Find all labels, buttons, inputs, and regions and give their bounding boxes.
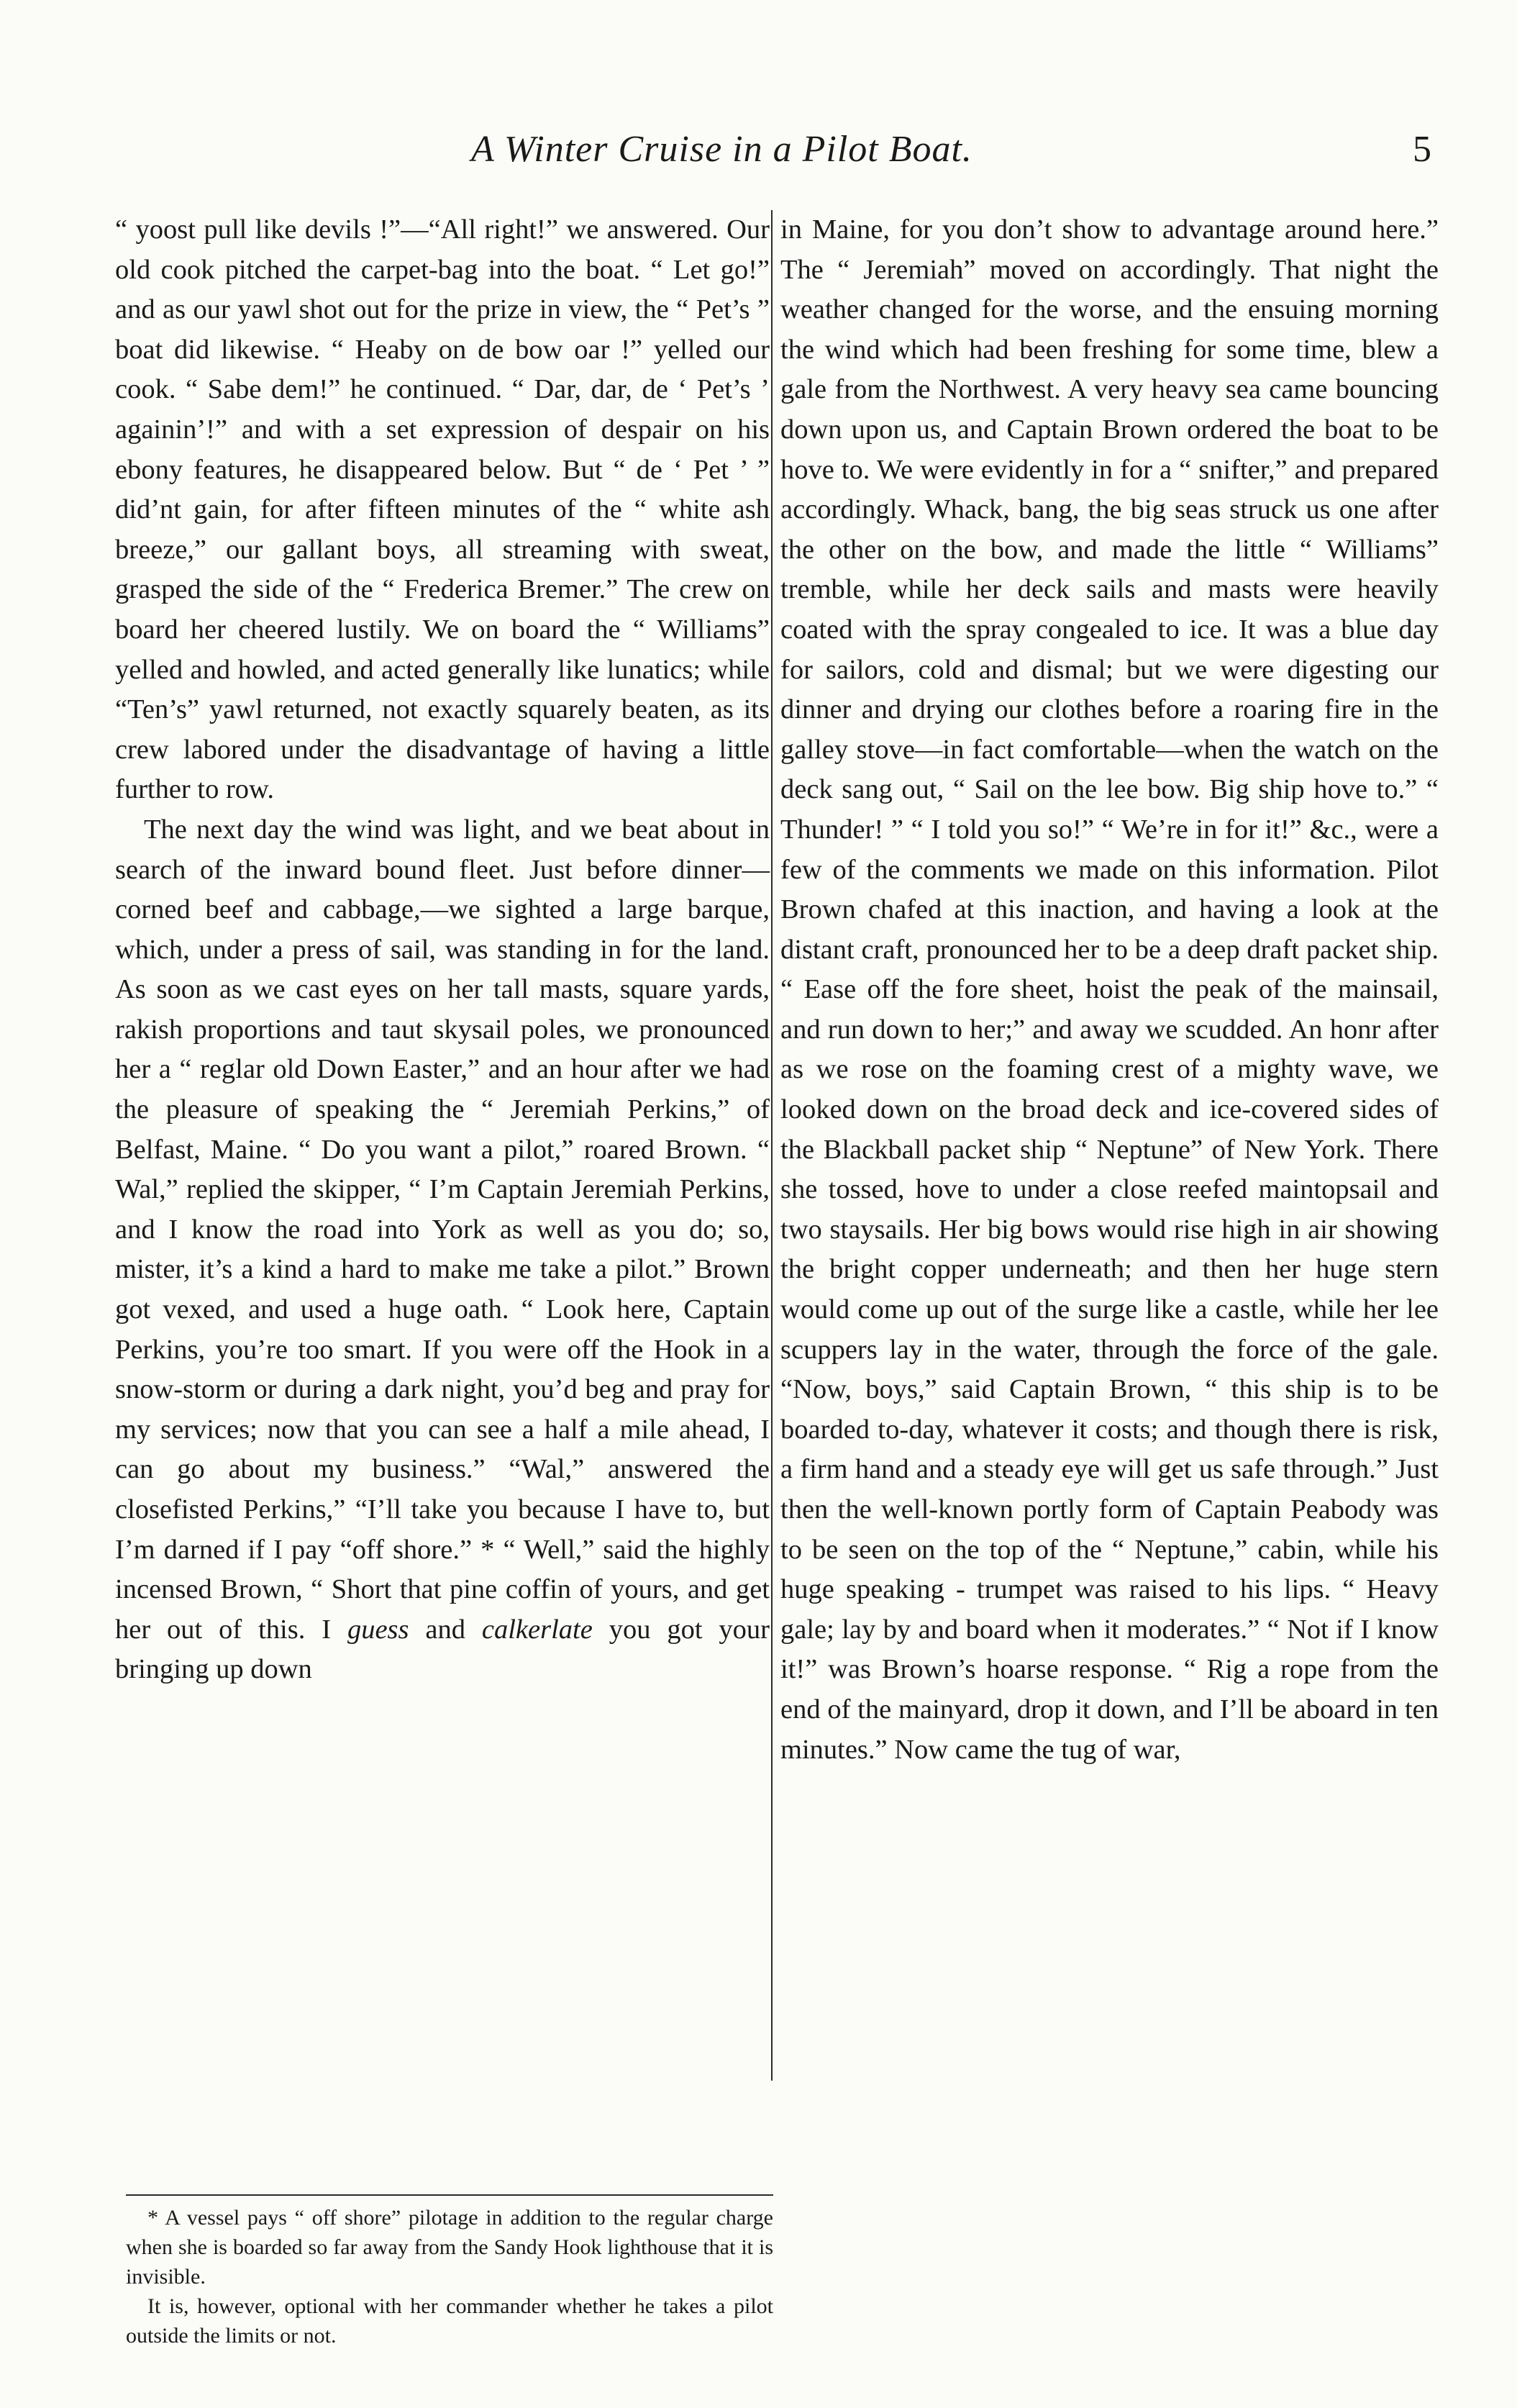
- italic-calkerlate: calkerlate: [481, 1614, 593, 1645]
- running-head: [432, 128, 1431, 186]
- text-and: and: [409, 1614, 482, 1645]
- page-number: 5: [1413, 129, 1431, 170]
- paragraph-jeremiah-perkins-text: The next day the wind was light, and we beat about in search of the inward bound fleet. Just before dinner—corned beef and cabbage,—we sighted a large barque, which, under a press of sail, was standing in for the land. As soon as we cast eyes on her tall masts, square yards, rakish proportions and taut skysail poles, we pronounced her a “ reglar old Down Easter,” and an hour after we had the pleasure of speaking the “ Jeremiah Perkins,” of Belfast, Maine. “ Do you want a pilot,” roared Brown. “ Wal,” replied the skipper, “ I’m Captain Jeremiah Perkins, and I know the road into York as well as you do; so, mister, it’s a kind a hard to make me take a pilot.” Brown got vexed, and used a huge oath. “ Look here, Captain Perkins, you’re too smart. If you were off the Hook in a snow-storm or during a dark night, you’d beg and pray for my services; now that you can see a half a mile ahead, I can go about my business.” “Wal,” answered the closefisted Perkins,” “I’ll take you because I have to, but I’m darned if I pay “off shore.” * “ Well,” said the highly incensed Brown, “ Short that pine coffin of yours, and get her out of this. I: [115, 814, 770, 1645]
- paragraph-jeremiah-perkins: [115, 810, 770, 1690]
- running-title: A Winter Cruise in a Pilot Boat.: [471, 129, 972, 170]
- right-column: [780, 210, 1439, 1770]
- paragraph-neptune: in Maine, for you don’t show to advantage around here.” The “ Jeremiah” moved on accordingly. That night the weather changed for the worse, and the ensuing morning the wind which had been freshing for some time, blew a gale from the Northwest. A very heavy sea came bouncing down upon us, and Captain Brown ordered the boat to be hove to. We were evidently in for a “ snifter,” and prepared accordingly. Whack, bang, the big seas struck us one after the other on the bow, and made the little “ Williams” tremble, while her deck sails and masts were heavily coated with the spray congealed to ice. It was a blue day for sailors, cold and dismal; but we were digesting our dinner and drying our clothes before a roaring fire in the galley stove—in fact comfortable—when the watch on the deck sang out, “ Sail on the lee bow. Big ship hove to.” “ Thunder! ” “ I told you so!” “ We’re in for it!” &c., were a few of the comments we made on this information. Pilot Brown chafed at this inaction, and having a look at the distant craft, pronounced her to be a deep draft packet ship. “ Ease off the fore sheet, hoist the peak of the mainsail, and run down to her;” and away we scudded. An honr after as we rose on the foaming crest of a mighty wave, we looked down on the broad deck and ice-covered sides of the Blackball packet ship “ Neptune” of New York. There she tossed, hove to under a close reefed maintopsail and two staysails. Her big bows would rise high in air showing the bright copper underneath; and then her huge stern would come up out of the surge like a castle, while her lee scuppers lay in the water, through the force of the gale. “Now, boys,” said Captain Brown, “ this ship is to be boarded to-day, whatever it costs; and though there is risk, a firm hand and a steady eye will get us safe through.” Just then the well-known portly form of Captain Peabody was to be seen on the top of the “ Neptune,” cabin, while his huge speaking - trumpet was raised to his lips. “ Heavy gale; lay by and board when it moderates.” “ Not if I know it!” was Brown’s hoarse response. “ Rig a rope from the end of the mainyard, drop it down, and I’ll be aboard in ten minutes.” Now came the tug of war,: [780, 214, 1439, 1765]
- footnote-off-shore: * A vessel pays “ off shore” pilotage in addition to the regular charge when she is boarded so far away from the Sandy Hook lighthouse that it is invisible.: [126, 2206, 773, 2289]
- italic-guess: guess: [347, 1614, 409, 1645]
- footnote-optional: It is, however, optional with her commander whether he takes a pilot outside the limits or not.: [126, 2294, 773, 2348]
- paragraph-yawl-race: “ yoost pull like devils !”—“All right!” we answered. Our old cook pitched the carpet-bag into the boat. “ Let go!” and as our yawl shot out for the prize in view, the “ Pet’s ” boat did likewise. “ Heaby on de bow oar !” yelled our cook. “ Sabe dem!” he continued. “ Dar, dar, de ‘ Pet’s ’ againin’!” and with a set expression of despair on his ebony features, he disappeared below. But “ de ‘ Pet ’ ” did’nt gain, for after fifteen minutes of the “ white ash breeze,” our gallant boys, all streaming with sweat, grasped the side of the “ Frederica Bremer.” The crew on board her cheered lustily. We on board the “ Williams” yelled and howled, and acted generally like lunatics; while “Ten’s” yawl returned, not exactly squarely beaten, as its crew labored under the disadvantage of having a little further to row.: [115, 214, 770, 805]
- paragraph-jeremiah-perkins-end: you got your bringing up down: [115, 1614, 770, 1685]
- left-column: [115, 210, 770, 1690]
- footnote-rule: [126, 2194, 773, 2196]
- footnotes: [126, 2203, 773, 2350]
- column-rule: [771, 210, 773, 2081]
